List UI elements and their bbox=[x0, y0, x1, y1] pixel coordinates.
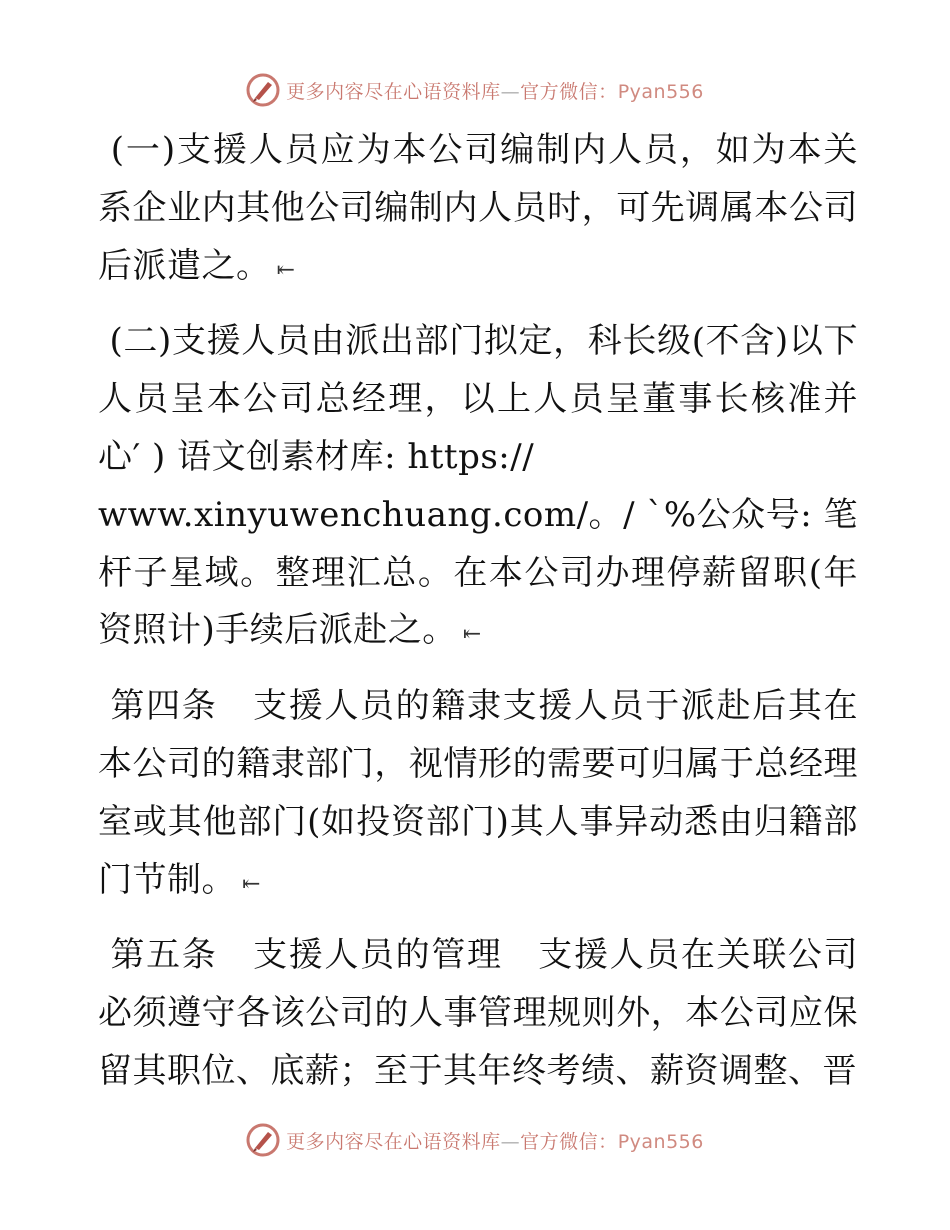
paragraph-2 bbox=[98, 313, 858, 664]
paragraph-text: 第五条 支援人员的管理 支援人员在关联公司必须遵守各该公司的人事管理规则外，本公司应保留其职位、底薪；至于其年终考绩、薪资调整、晋 bbox=[98, 935, 859, 1091]
footer-banner bbox=[0, 1120, 950, 1160]
paragraph-mark: ⇤ bbox=[276, 257, 296, 283]
banner-separator: — bbox=[500, 1130, 521, 1153]
quill-pen-logo-icon bbox=[246, 1123, 280, 1157]
paragraph-text: (二)支援人员由派出部门拟定，科长级(不含)以下人员呈本公司总经理，以上人员呈董事长核准并心′ ) 语文创素材库: https:// www.xinyuwenchuang.com/。/ `%公众号: 笔杆子星域。整理汇总。在本公司办理停薪留职(年资照计)手续后派赴之。 bbox=[98, 321, 858, 651]
quill-pen-logo-icon bbox=[246, 73, 280, 107]
banner-wechat-id: Pyan556 bbox=[617, 1130, 704, 1153]
header-banner bbox=[0, 70, 950, 110]
banner-text bbox=[286, 77, 704, 104]
banner-site-name: 更多内容尽在心语资料库 bbox=[286, 1130, 501, 1153]
paragraph-text: (一)支援人员应为本公司编制内人员，如为本关系企业内其他公司编制内人员时，可先调属本公司后派遣之。 bbox=[98, 130, 859, 286]
paragraph-1 bbox=[98, 122, 858, 299]
paragraph-mark: ⇤ bbox=[242, 871, 261, 897]
banner-wechat-label: 官方微信： bbox=[520, 80, 618, 103]
banner-wechat-label: 官方微信： bbox=[520, 1130, 618, 1153]
banner-site-name: 更多内容尽在心语资料库 bbox=[286, 80, 501, 103]
paragraph-text: 第四条 支援人员的籍隶支援人员于派赴后其在本公司的籍隶部门，视情形的需要可归属于总经理室或其他部门(如投资部门)其人事异动悉由归籍部门节制。 bbox=[98, 686, 859, 900]
paragraph-mark: ⇤ bbox=[462, 622, 482, 648]
paragraph-4 bbox=[98, 927, 858, 1104]
banner-separator: — bbox=[500, 80, 521, 103]
banner-text bbox=[286, 1127, 704, 1154]
banner-wechat-id: Pyan556 bbox=[617, 80, 704, 103]
document-body bbox=[98, 122, 858, 1119]
paragraph-3 bbox=[98, 678, 858, 913]
